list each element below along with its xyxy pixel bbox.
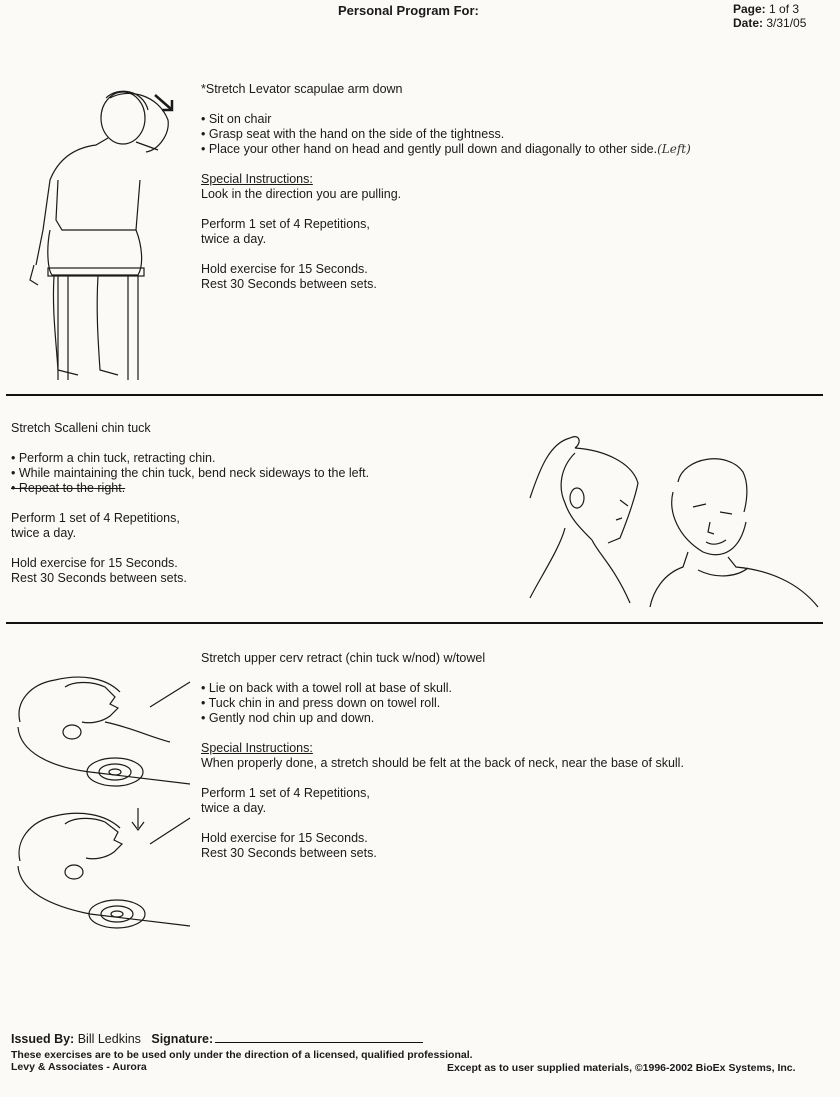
exercise-2-struck-bullet: • Repeat to the right.: [11, 481, 126, 495]
page-title: Personal Program For:: [338, 3, 479, 18]
exercise-2-bullet: • While maintaining the chin tuck, bend neck sideways to the left.: [11, 466, 370, 480]
section-divider: [6, 622, 823, 624]
exercise-1-title: *Stretch Levator scapulae arm down: [201, 82, 403, 96]
signature-line: [215, 1031, 423, 1043]
hold-text: Hold exercise for 15 Seconds.: [201, 831, 368, 845]
exercise-3-title: Stretch upper cerv retract (chin tuck w/nod) w/towel: [201, 651, 486, 665]
exercise-3-bullet: • Lie on back with a towel roll at base of skull.: [201, 681, 453, 695]
handwritten-note: (Left): [657, 142, 691, 156]
date-label: Date:: [733, 16, 764, 30]
frequency-text: twice a day.: [11, 526, 77, 540]
chin-tuck-side-view-illustration: [520, 428, 650, 608]
lying-chin-tuck-illustration: [10, 672, 192, 790]
hold-text: Hold exercise for 15 Seconds.: [201, 262, 368, 276]
exercise-1-bullet: • Place your other hand on head and gently pull down and diagonally to other side.: [201, 142, 658, 156]
hold-text: Hold exercise for 15 Seconds.: [11, 556, 178, 570]
exercise-3-bullet: • Gently nod chin up and down.: [201, 711, 375, 725]
page-label: Page:: [733, 2, 766, 16]
perform-text: Perform 1 set of 4 Repetitions,: [201, 786, 370, 800]
exercise-2-title: Stretch Scalleni chin tuck: [11, 421, 151, 435]
issued-by-name: Bill Ledkins: [77, 1032, 141, 1046]
page-value: 1 of 3: [769, 2, 800, 16]
date-value: 3/31/05: [766, 16, 807, 30]
exercise-2-bullet: • Perform a chin tuck, retracting chin.: [11, 451, 216, 465]
exercise-2: [11, 421, 511, 586]
chin-tuck-front-tilt-illustration: [648, 452, 820, 610]
exercise-1-bullet: • Sit on chair: [201, 112, 272, 126]
exercise-3: [201, 651, 826, 861]
frequency-text: twice a day.: [201, 232, 267, 246]
exercise-3-bullet: • Tuck chin in and press down on towel roll.: [201, 696, 441, 710]
special-instructions-label: Special Instructions:: [201, 172, 313, 186]
page-meta: [733, 2, 806, 30]
lying-nod-illustration: [10, 806, 192, 934]
section-divider: [6, 394, 823, 396]
rest-text: Rest 30 Seconds between sets.: [11, 571, 187, 585]
exercise-1: [201, 82, 821, 292]
perform-text: Perform 1 set of 4 Repetitions,: [201, 217, 370, 231]
signature-label: Signature:: [151, 1032, 214, 1046]
frequency-text: twice a day.: [201, 801, 267, 815]
seated-neck-stretch-illustration: [18, 80, 183, 385]
special-instructions-text: When properly done, a stretch should be felt at the back of neck, near the base of skull.: [201, 756, 684, 770]
copyright-text: Except as to user supplied materials, ©1996-2002 BioEx Systems, Inc.: [447, 1062, 796, 1074]
perform-text: Perform 1 set of 4 Repetitions,: [11, 511, 180, 525]
special-instructions-text: Look in the direction you are pulling.: [201, 187, 402, 201]
rest-text: Rest 30 Seconds between sets.: [201, 277, 377, 291]
rest-text: Rest 30 Seconds between sets.: [201, 846, 377, 860]
clinic-name: Levy & Associates - Aurora: [11, 1061, 147, 1073]
exercise-1-bullet: • Grasp seat with the hand on the side of the tightness.: [201, 127, 505, 141]
disclaimer-text: These exercises are to be used only under the direction of a licensed, qualified professional.: [11, 1049, 473, 1061]
special-instructions-label: Special Instructions:: [201, 741, 313, 755]
footer-note: [11, 1049, 473, 1073]
arrow-down-right-icon: [152, 92, 176, 114]
issued-by-line: [11, 1031, 423, 1046]
issued-by-label: Issued By:: [11, 1032, 75, 1046]
